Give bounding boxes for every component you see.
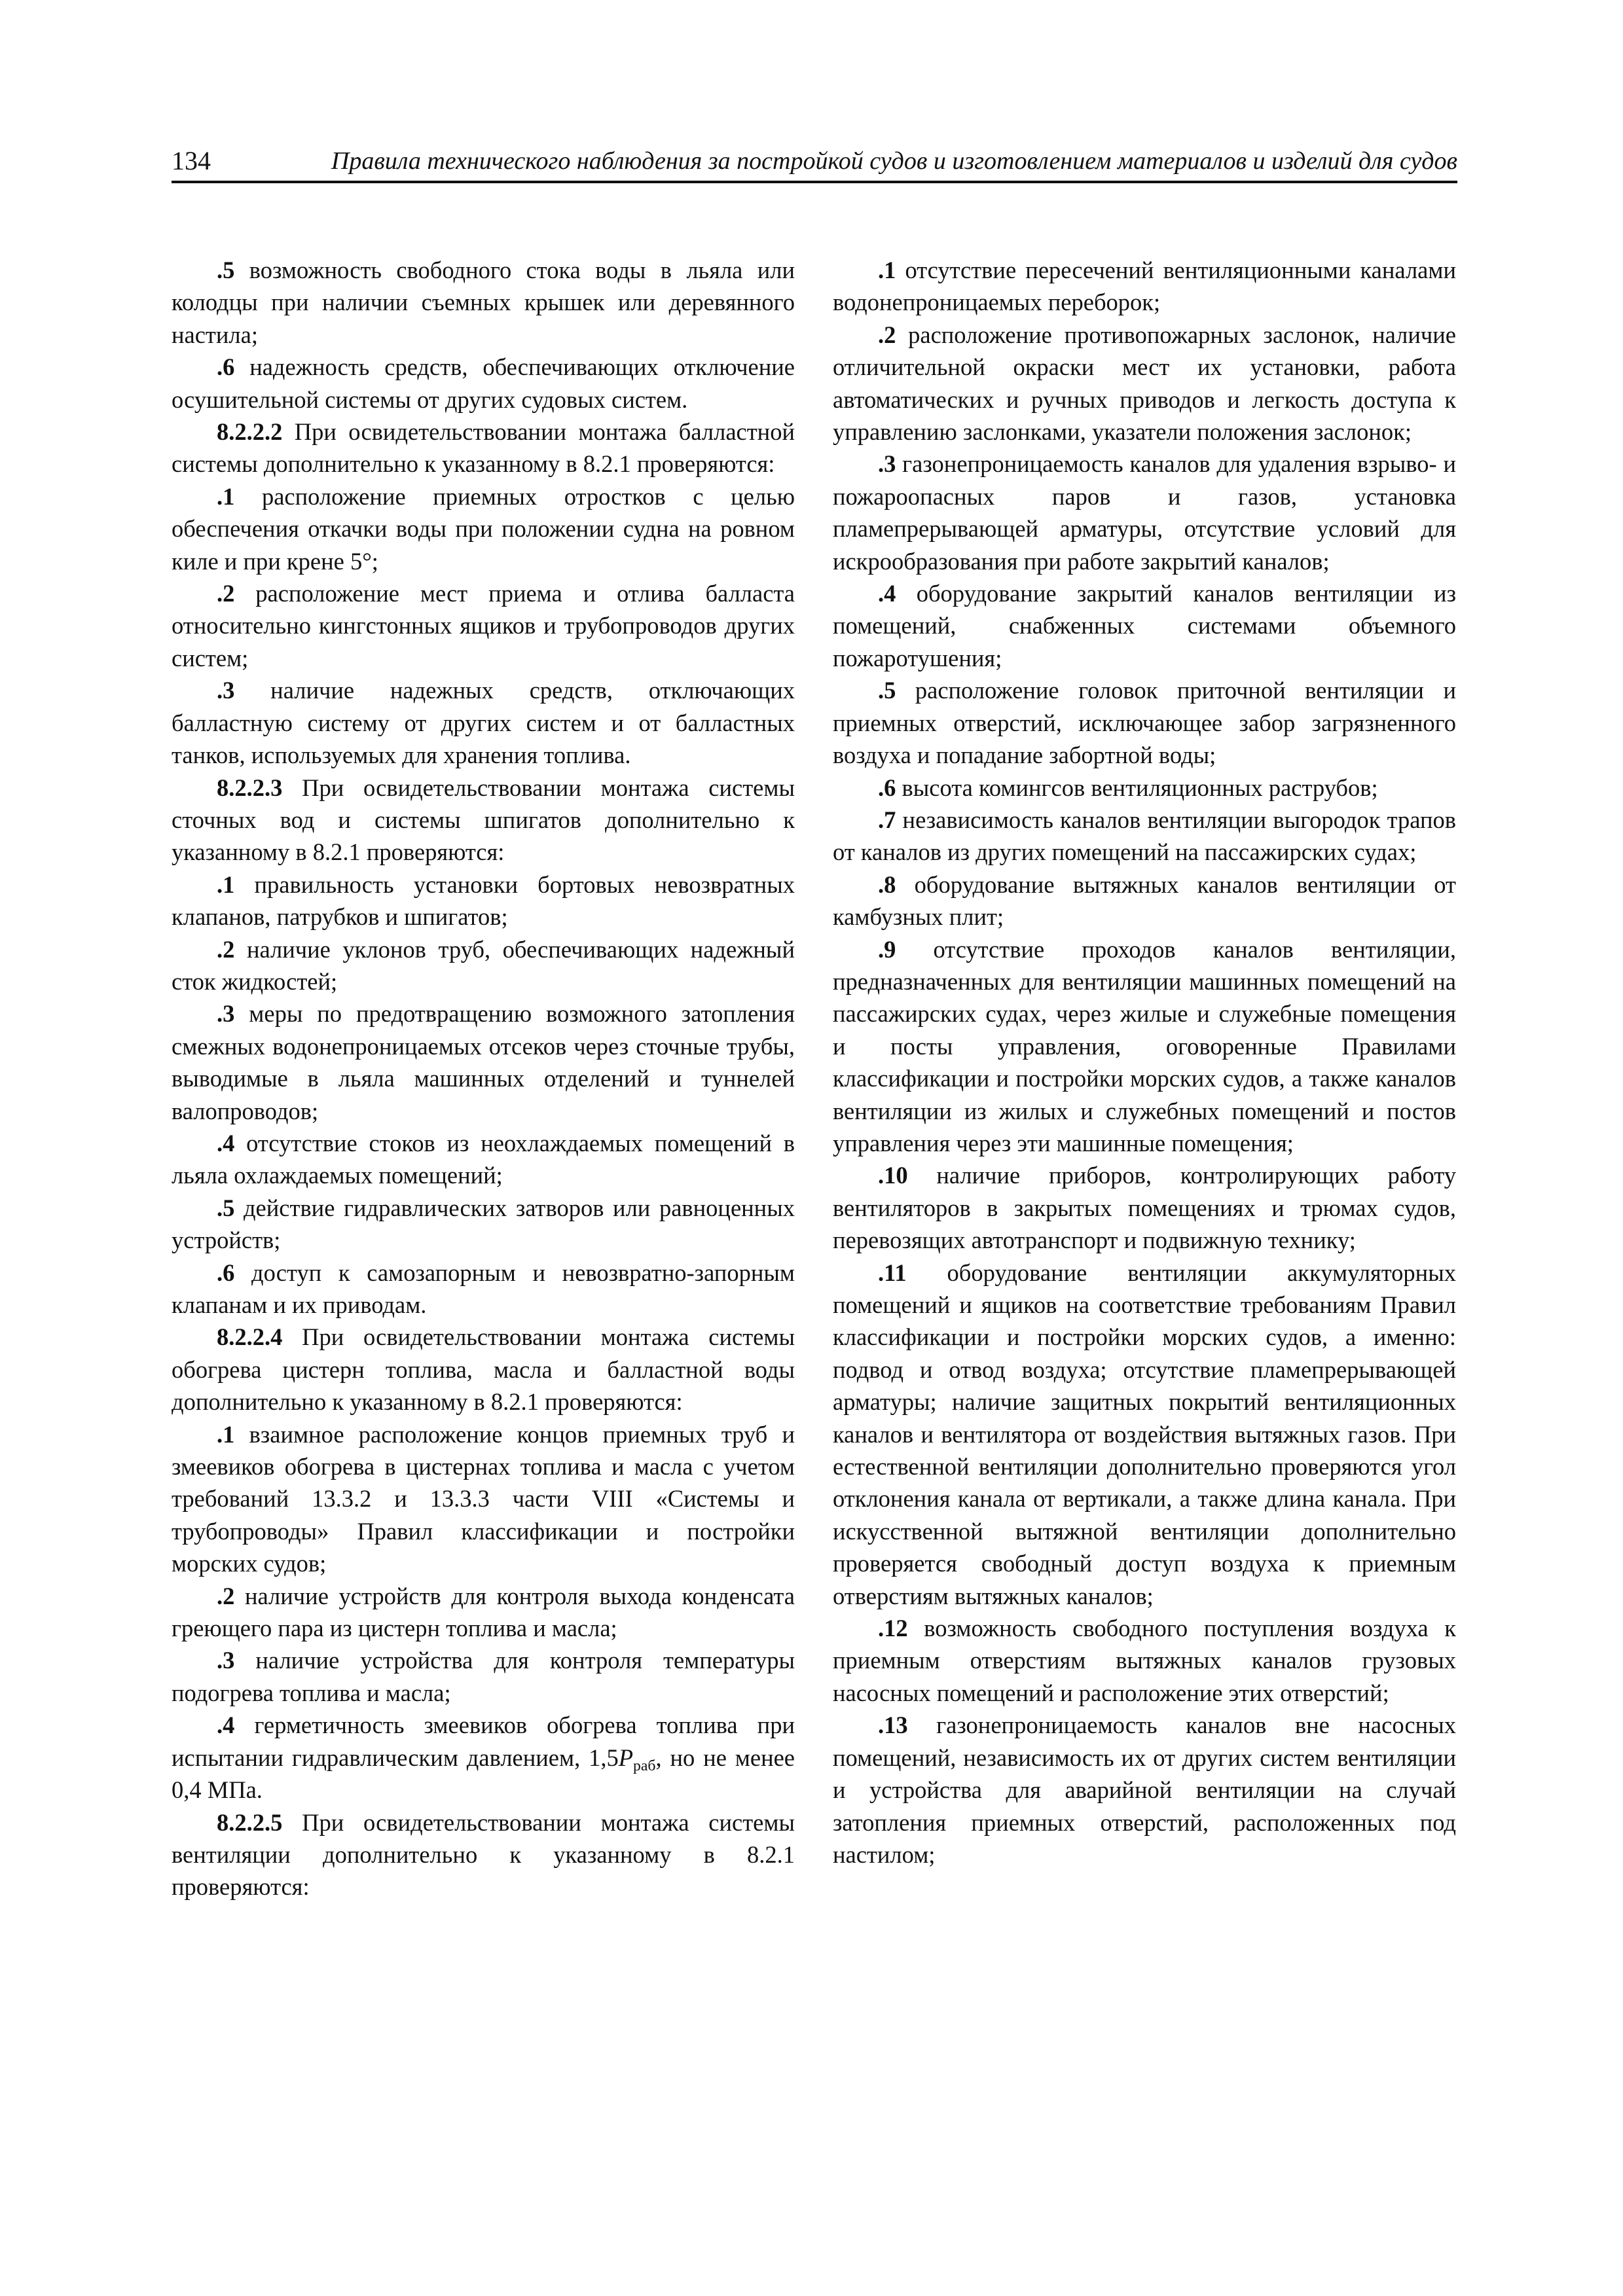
item-number: .3: [217, 1647, 235, 1674]
paragraph: [833, 674, 1456, 771]
page-number: 134: [172, 146, 211, 175]
paragraph: [833, 319, 1456, 448]
paragraph-text: оборудование закрытий каналов вентиляции из помещений, снабженных системами объемного пожаротушения;: [833, 580, 1456, 672]
paragraph: [172, 480, 795, 577]
item-number: .6: [217, 1259, 235, 1286]
paragraph-text: независимость каналов вентиляции выгородок трапов от каналов из других помещений на пассажирских судах;: [833, 806, 1456, 866]
paragraph: [833, 772, 1456, 804]
paragraph: [172, 772, 795, 869]
paragraph-text: , но не менее 0,4 МПа.: [172, 1744, 795, 1804]
paragraph: [833, 1257, 1456, 1612]
paragraph: [172, 674, 795, 771]
paragraph: [833, 1159, 1456, 1256]
item-number: .4: [217, 1129, 235, 1157]
paragraph: [833, 1612, 1456, 1709]
item-number: .2: [217, 580, 235, 607]
paragraph: [833, 254, 1456, 319]
paragraph-text: возможность свободного поступления воздуха к приемным отверстиям вытяжных каналов грузовых насосных помещений и расположение этих отверстий;: [833, 1615, 1456, 1706]
item-number: .2: [878, 321, 896, 348]
item-number: .4: [878, 580, 896, 607]
paragraph-text: высота комингсов вентиляционных раструбов;: [896, 774, 1378, 801]
paragraph-text: газонепроницаемость каналов для удаления взрыво- и пожароопасных паров и газов, установка пламепрерывающей арматуры, отсутствие условий для искрообразования при работе закрытий каналов;: [833, 450, 1456, 575]
item-number: .9: [878, 935, 896, 963]
paragraph-text: оборудование вентиляции аккумуляторных помещений и ящиков на соответствие требованиям Правил классификации и постройки морских судов, а именно: подвод и отвод воздуха; отсутствие пламепрерывающей арматуры; наличие защитных покрытий вентиляционных каналов и вентилятора от воздействия вытяжных газов. При естественной вентиляции дополнительно проверяются угол отклонения канала от вертикали, а также длина канала. При искусственной вытяжной вентиляции дополнительно проверяется свободный доступ воздуха к приемным отверстиям вытяжных каналов;: [833, 1259, 1456, 1609]
item-number: .5: [878, 677, 896, 704]
running-title: Правила технического наблюдения за постройкой судов и изготовлением материалов и изделий для судов: [331, 147, 1457, 175]
paragraph: [172, 1192, 795, 1257]
item-number: .5: [217, 1194, 235, 1221]
item-number: .11: [878, 1259, 907, 1286]
item-number: .2: [217, 935, 235, 963]
item-number: .5: [217, 257, 235, 283]
paragraph-text: отсутствие пересечений вентиляционными каналами водонепроницаемых переборок;: [833, 257, 1456, 316]
paragraph: [833, 448, 1456, 577]
paragraph: [172, 1257, 795, 1321]
paragraph-text: наличие устройства для контроля температуры подогрева топлива и масла;: [172, 1647, 795, 1706]
paragraph: [172, 351, 795, 416]
item-number: .1: [878, 257, 896, 283]
item-number: .6: [878, 774, 896, 801]
paragraph-text: расположение мест приема и отлива балласта относительно кингстонных ящиков и трубопроводов других систем;: [172, 580, 795, 672]
paragraph-text: оборудование вытяжных каналов вентиляции от камбузных плит;: [833, 870, 1456, 931]
paragraph-text: доступ к самозапорным и невозвратно-запорным клапанам и их приводам.: [172, 1259, 795, 1318]
paragraph-text: расположение противопожарных заслонок, наличие отличительной окраски мест их установки, работа автоматических и ручных приводов и легкость доступа к управлению заслонками, указатели положения заслонок;: [833, 321, 1456, 446]
paragraph-text: правильность установки бортовых невозвратных клапанов, патрубков и шпигатов;: [172, 870, 795, 931]
section-number: 8.2.2.3: [217, 774, 283, 801]
paragraph: [172, 1418, 795, 1580]
paragraph-text: возможность свободного стока воды в льяла или колодцы при наличии съемных крышек или деревянного настила;: [172, 257, 795, 348]
paragraph-text: наличие устройств для контроля выхода конденсата греющего пара из цистерн топлива и масла;: [172, 1582, 795, 1642]
paragraph-text: При освидетельствовании монтажа системы вентиляции дополнительно к указанному в 8.2.1 проверяются:: [172, 1808, 795, 1901]
paragraph: [172, 933, 795, 998]
paragraph: [172, 416, 795, 480]
paragraph-text: меры по предотвращению возможного затопления смежных водонепроницаемых отсеков через сточные трубы, выводимые в льяла машинных отделений и туннелей валопроводов;: [172, 1000, 795, 1124]
paragraph: [833, 933, 1456, 1160]
item-number: .6: [217, 353, 235, 381]
item-number: .1: [217, 1420, 235, 1448]
section-number: 8.2.2.2: [217, 418, 283, 446]
paragraph: [833, 804, 1456, 869]
paragraph-text: взаимное расположение концов приемных труб и змеевиков обогрева в цистернах топлива и масла с учетом требований 13.3.2 и 13.3.3 части VIII «Системы и трубопроводы» Правил классификации и постройки морских судов;: [172, 1420, 795, 1577]
paragraph-text: отсутствие стоков из неохлаждаемых помещений в льяла охлаждаемых помещений;: [172, 1129, 795, 1189]
paragraph: [172, 1644, 795, 1709]
item-number: .13: [878, 1712, 908, 1739]
item-number: .4: [217, 1712, 235, 1739]
paragraph-text: При освидетельствовании монтажа системы сточных вод и системы шпигатов дополнительно к указанному в 8.2.1 проверяются:: [172, 774, 795, 866]
paragraph-text: надежность средств, обеспечивающих отключение осушительной системы от других судовых систем.: [172, 353, 795, 413]
paragraph: [833, 869, 1456, 933]
paragraph-text: наличие приборов, контролирующих работу вентиляторов в закрытых помещениях и трюмах судов, перевозящих автотранспорт и подвижную технику;: [833, 1162, 1456, 1254]
item-number: .3: [878, 450, 896, 478]
paragraph: [833, 577, 1456, 674]
item-number: .7: [878, 806, 896, 833]
formula-subscript: раб: [633, 1757, 656, 1774]
paragraph: [833, 1709, 1456, 1871]
formula-variable: P: [618, 1744, 634, 1771]
item-number: .12: [878, 1615, 908, 1642]
item-number: .3: [217, 677, 235, 704]
paragraph-text: наличие надежных средств, отключающих балластную систему от других систем и от балластных танков, используемых для хранения топлива.: [172, 677, 795, 769]
item-number: .3: [217, 1000, 235, 1028]
paragraph-text: отсутствие проходов каналов вентиляции, предназначенных для вентиляции машинных помещений на пассажирских судах, через жилые и служебные помещения и посты управления, оговоренные Правилами классификации и постройки морских судов, а также каналов вентиляции из жилых и служебных помещений и постов управления через эти машинные помещения;: [833, 935, 1456, 1157]
section-number: 8.2.2.4: [217, 1323, 283, 1351]
paragraph-text: действие гидравлических затворов или равноценных устройств;: [172, 1194, 795, 1254]
paragraph-text: герметичность змеевиков обогрева топлива при испытании гидравлическим давлением, 1,5: [172, 1712, 795, 1771]
item-number: .1: [217, 870, 235, 898]
paragraph: [172, 1127, 795, 1192]
section-number: 8.2.2.5: [217, 1808, 283, 1836]
paragraph-text: расположение приемных отростков с целью обеспечения откачки воды при положении судна на ровном киле и при крене 5°;: [172, 482, 795, 575]
paragraph: [172, 869, 795, 933]
item-number: .8: [878, 870, 896, 898]
paragraph-text: расположение головок приточной вентиляции и приемных отверстий, исключающее забор загрязненного воздуха и попадание забортной воды;: [833, 677, 1456, 769]
paragraph-text: газонепроницаемость каналов вне насосных помещений, независимость их от других систем вентиляции и устройства для аварийной вентиляции на случай затопления приемных отверстий, расположенных под настилом;: [833, 1712, 1456, 1868]
item-number: .2: [217, 1582, 235, 1609]
paragraph-text: При освидетельствовании монтажа системы обогрева цистерн топлива, масла и балластной воды дополнительно к указанному в 8.2.1 проверяются:: [172, 1323, 795, 1416]
page-header: [172, 143, 1457, 183]
item-number: .1: [217, 482, 235, 510]
paragraph-text: При освидетельствовании монтажа балластной системы дополнительно к указанному в 8.2.1 проверяются:: [172, 418, 795, 478]
paragraph: [172, 1321, 795, 1418]
right-column: [833, 254, 1456, 1871]
paragraph: [172, 577, 795, 674]
paragraph: [172, 1709, 795, 1806]
paragraph: [172, 1806, 795, 1903]
paragraph-text: наличие уклонов труб, обеспечивающих надежный сток жидкостей;: [172, 935, 795, 995]
paragraph: [172, 1580, 795, 1645]
paragraph: [172, 997, 795, 1127]
item-number: .10: [878, 1162, 908, 1189]
left-column: [172, 254, 795, 1903]
paragraph: [172, 254, 795, 351]
